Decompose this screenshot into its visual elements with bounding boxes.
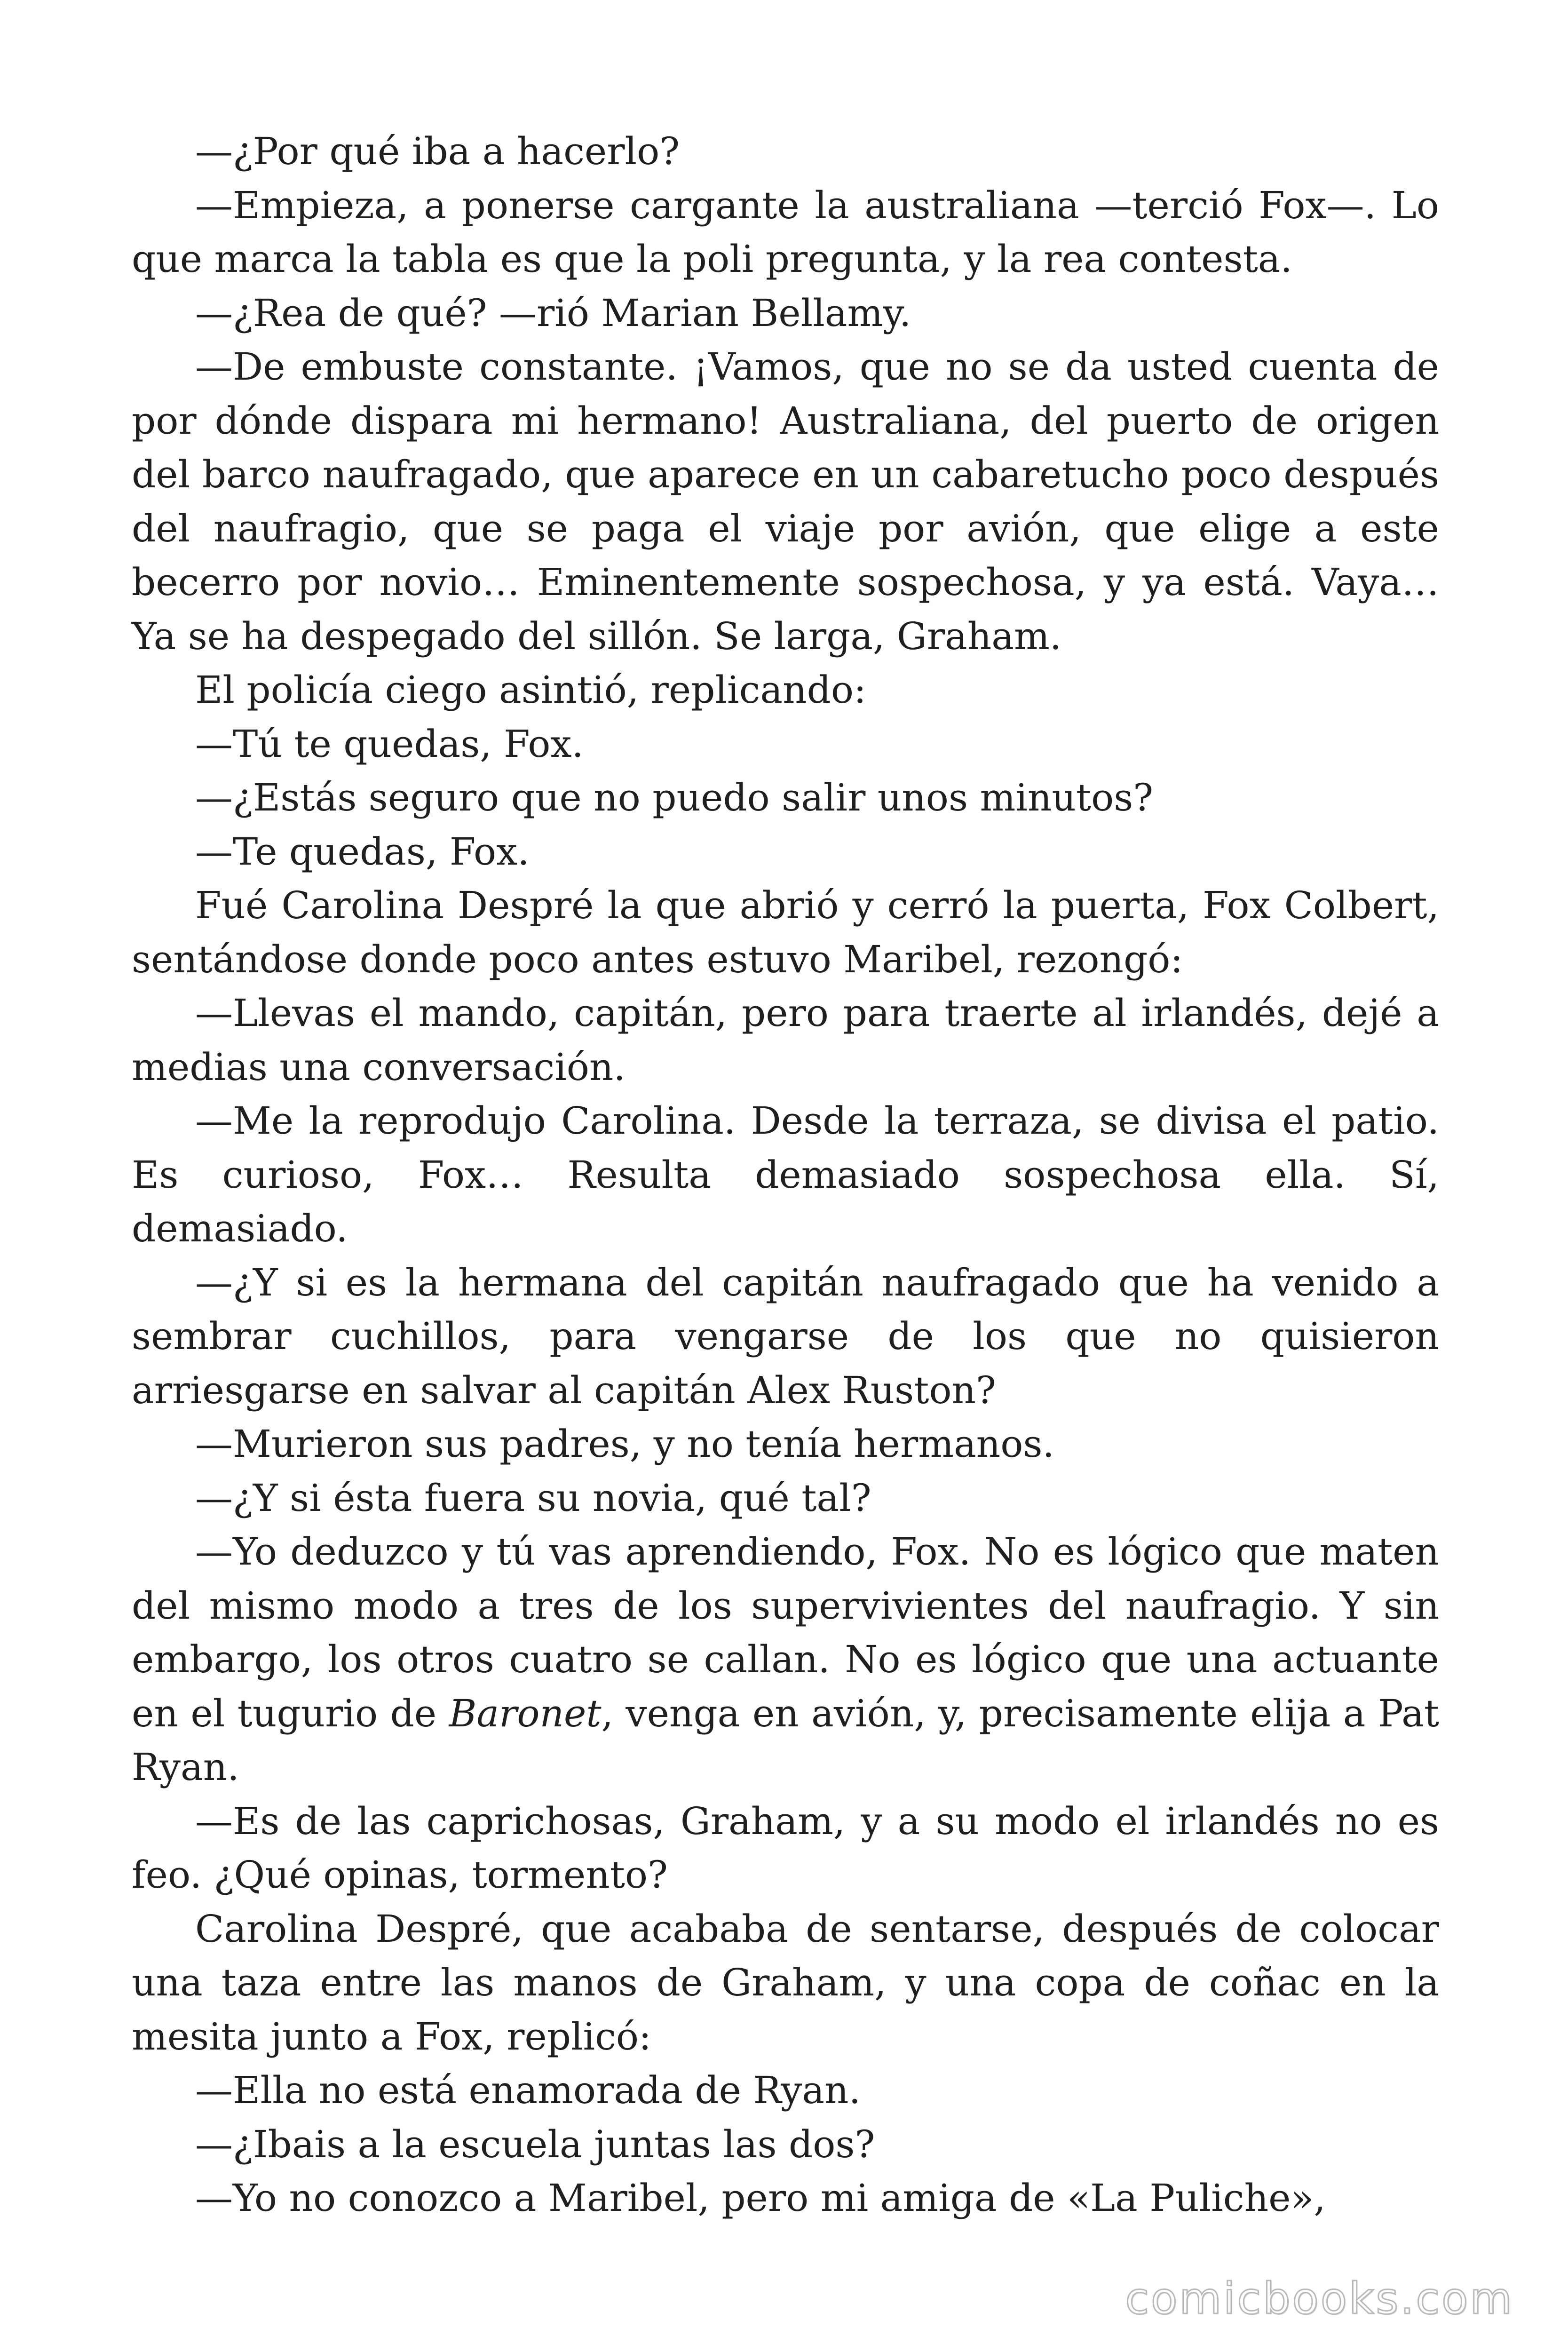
paragraph-10: —Llevas el mando, capitán, pero para traerte al irlandés, dejé a medias una conversación. (132, 991, 1439, 1089)
paragraph-1: —¿Por qué iba a hacerlo? (195, 129, 680, 173)
paragraph-2: —Empieza, a ponerse cargante la australiana —terció Fox—. Lo que marca la tabla es que la poli pregunta, y la rea contesta. (132, 183, 1439, 281)
paragraph-4: —De embuste constante. ¡Vamos, que no se da usted cuenta de por dónde dispara mi hermano! Australiana, del puerto de origen del barco naufragado, que aparece en un cabaretucho poco después del naufragio, que se paga el viaje por avión, que elige a este becerro por novio… Eminentemente sospechosa, y ya está. Vaya… Ya se ha despegado del sillón. Se larga, Graham. (132, 345, 1439, 658)
paragraph-17: Carolina Despré, que acababa de sentarse, después de colocar una taza entre las manos de Graham, y una copa de coñac en la mesita junto a Fox, replicó: (132, 1907, 1439, 2058)
paragraph-13: —Murieron sus padres, y no tenía hermanos. (195, 1422, 1054, 1466)
paragraph-15-tail: , venga en avión, y, precisamente elija a Pat Ryan. (132, 1691, 1439, 1789)
paragraph-19: —¿Ibais a la escuela juntas las dos? (195, 2122, 875, 2166)
paragraph-6: —Tú te quedas, Fox. (195, 722, 584, 766)
paragraph-7: —¿Estás seguro que no puedo salir unos minutos? (195, 776, 1154, 819)
paragraph-8: —Te quedas, Fox. (195, 829, 530, 874)
paragraph-16: —Es de las caprichosas, Graham, y a su modo el irlandés no es feo. ¿Qué opinas, tormento? (132, 1799, 1439, 1897)
paragraph-15-italic: Baronet (449, 1691, 602, 1735)
paragraph-5: El policía ciego asintió, replicando: (195, 668, 866, 712)
paragraph-11: —Me la reprodujo Carolina. Desde la terraza, se divisa el patio. Es curioso, Fox… Resulta demasiado sospechosa ella. Sí, demasiado. (132, 1099, 1439, 1250)
paragraph-15-lead: —Yo deduzco y tú vas aprendiendo, Fox. No es lógico que maten del mismo modo a tres de los supervivientes del naufragio. Y sin embargo, los otros cuatro se callan. No es lógico que una actuante en el tugurio de (132, 1530, 1439, 1735)
paragraph-20: —Yo no conozco a Maribel, pero mi amiga de «La Puliche», (195, 2176, 1326, 2220)
paragraph-12: —¿Y si es la hermana del capitán naufragado que ha venido a sembrar cuchillos, para vengarse de los que no quisieron arriesgarse en salvar al capitán Alex Ruston? (132, 1260, 1439, 1412)
paragraph-9: Fué Carolina Despré la que abrió y cerró la puerta, Fox Colbert, sentándose donde poco antes estuvo Maribel, rezongó: (132, 883, 1439, 981)
paragraph-15 (132, 1525, 1439, 1795)
paragraph-3: —¿Rea de qué? —rió Marian Bellamy. (195, 291, 911, 335)
watermark: comicbooks.com (1125, 2273, 1514, 2324)
paragraph-18: —Ella no está enamorada de Ryan. (195, 2068, 861, 2112)
paragraph-14: —¿Y si ésta fuera su novia, qué tal? (195, 1476, 871, 1520)
page-text (132, 125, 1439, 2225)
